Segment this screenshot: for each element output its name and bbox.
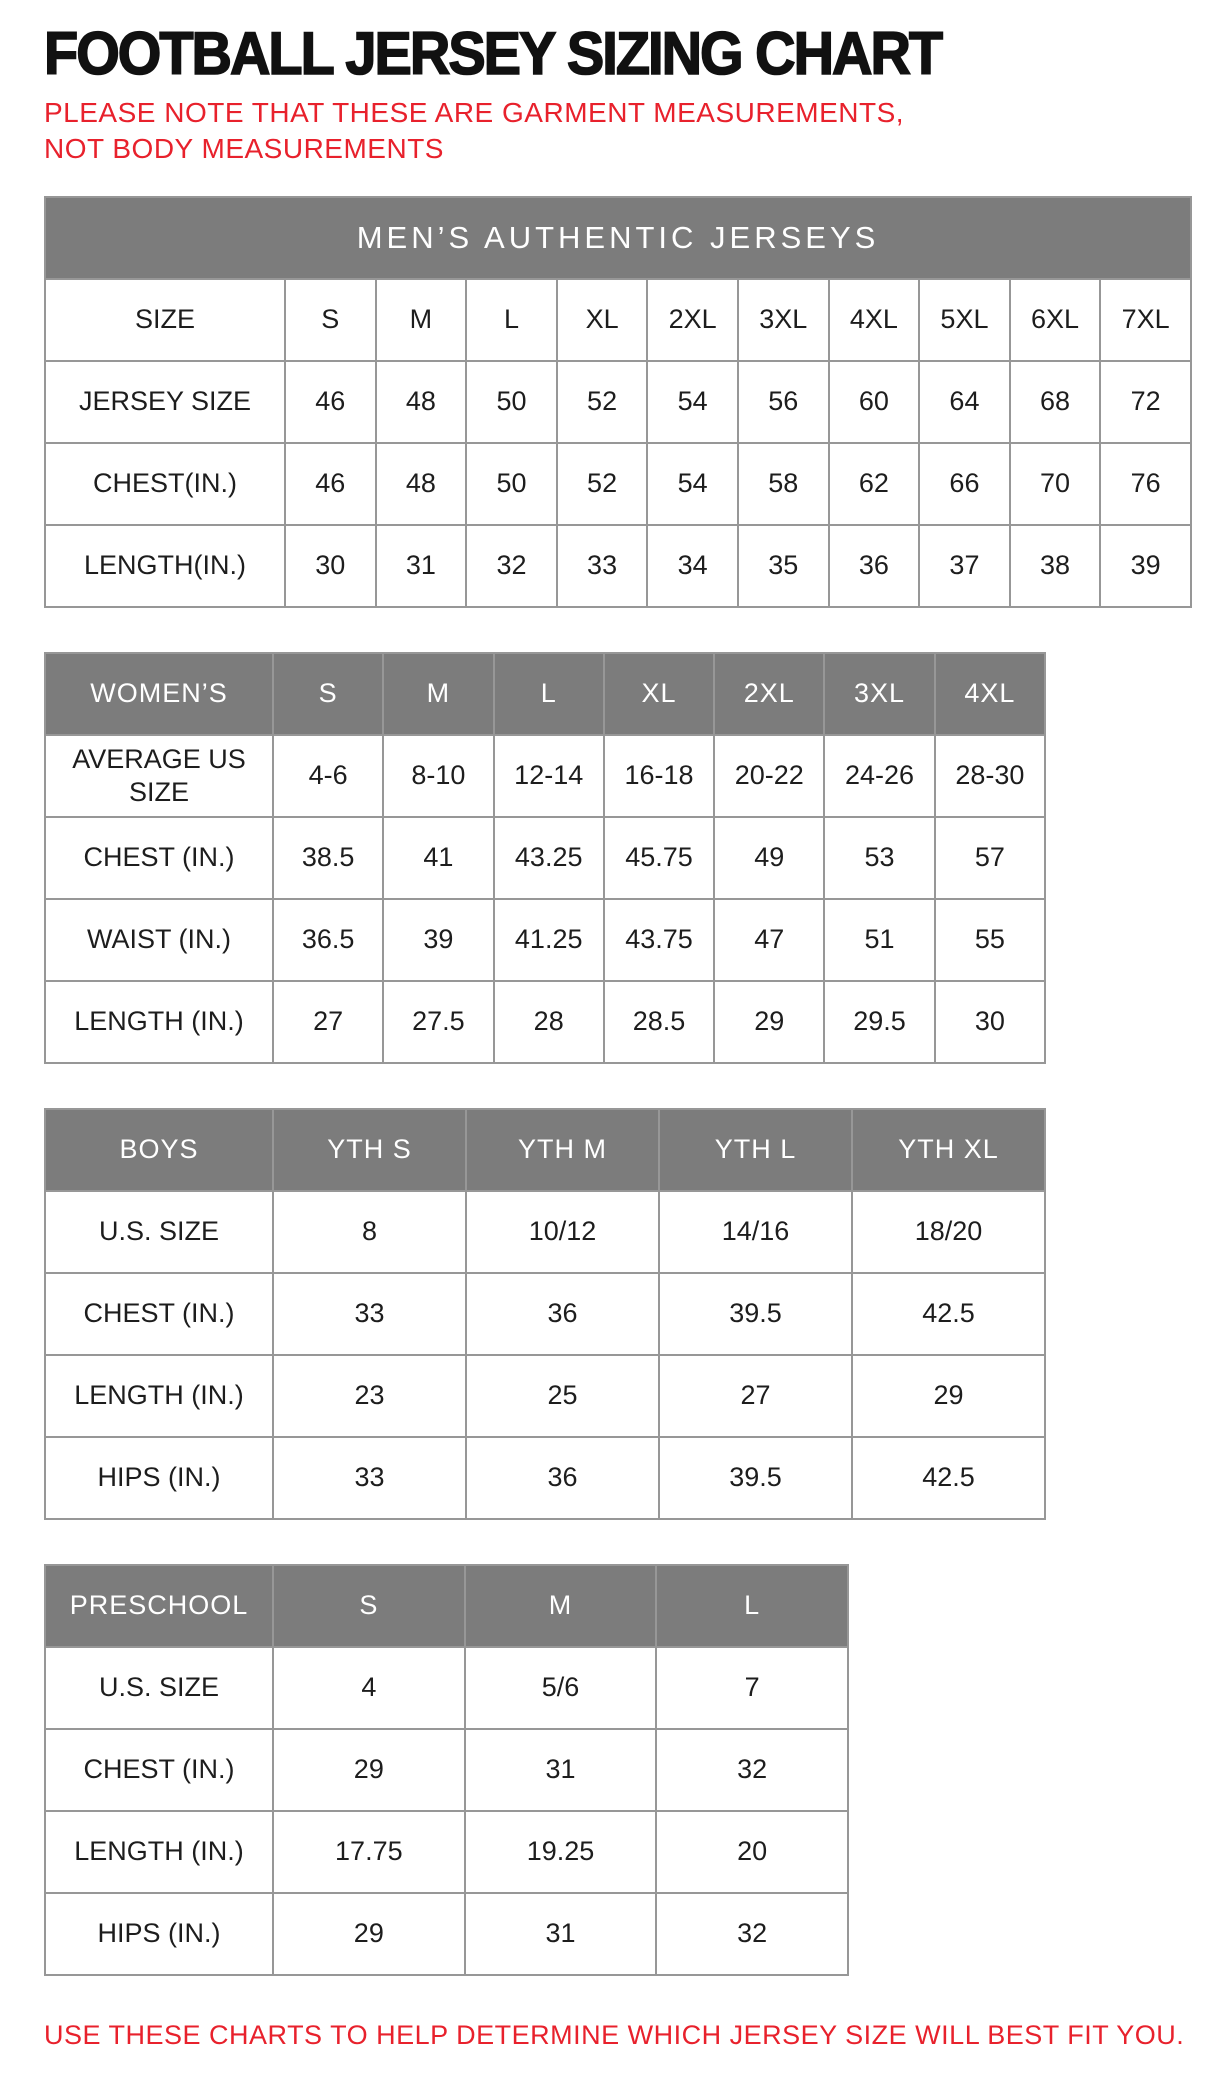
size-value: 20-22: [714, 735, 824, 817]
size-value: 36: [466, 1437, 659, 1519]
size-value: 62: [829, 443, 920, 525]
size-value: 39.5: [659, 1437, 852, 1519]
size-value: 4: [273, 1647, 465, 1729]
row-label: LENGTH(IN.): [45, 525, 285, 607]
row-label: U.S. SIZE: [45, 1647, 273, 1729]
size-value: 57: [935, 817, 1045, 899]
size-value: 39: [383, 899, 493, 981]
size-value: 5/6: [465, 1647, 657, 1729]
row-label: WAIST (IN.): [45, 899, 273, 981]
mens-authentic-jerseys-header-label: SIZE: [45, 279, 285, 361]
womens-header-row: [45, 653, 1045, 735]
size-value: 32: [656, 1893, 848, 1975]
size-value: 36.5: [273, 899, 383, 981]
size-value: 4-6: [273, 735, 383, 817]
size-value: 41: [383, 817, 493, 899]
size-value: 66: [919, 443, 1010, 525]
row-label: CHEST (IN.): [45, 1729, 273, 1811]
size-value: 39: [1100, 525, 1191, 607]
size-value: 70: [1010, 443, 1101, 525]
size-value: 47: [714, 899, 824, 981]
size-value: 42.5: [852, 1273, 1045, 1355]
mens-authentic-jerseys-banner: MEN’S AUTHENTIC JERSEYS: [45, 197, 1191, 279]
size-value: 17.75: [273, 1811, 465, 1893]
preschool-header-row: [45, 1565, 848, 1647]
mens-authentic-jerseys-size-column-header: L: [466, 279, 557, 361]
row-label: CHEST (IN.): [45, 1273, 273, 1355]
size-value: 45.75: [604, 817, 714, 899]
mens-authentic-jerseys-size-column-header: 5XL: [919, 279, 1010, 361]
size-value: 48: [376, 361, 467, 443]
size-value: 46: [285, 443, 376, 525]
table-row: [45, 443, 1191, 525]
size-value: 31: [376, 525, 467, 607]
womens-table: [44, 652, 1046, 1064]
table-row: [45, 1355, 1045, 1437]
boys-size-column-header: YTH M: [466, 1109, 659, 1191]
size-value: 32: [466, 525, 557, 607]
size-value: 33: [273, 1437, 466, 1519]
mens-authentic-jerseys-size-column-header: 6XL: [1010, 279, 1101, 361]
preschool-size-column-header: L: [656, 1565, 848, 1647]
size-value: 8-10: [383, 735, 493, 817]
size-value: 24-26: [824, 735, 934, 817]
table-row: [45, 899, 1045, 981]
womens-size-column-header: 4XL: [935, 653, 1045, 735]
mens-authentic-jerseys-size-column-header: M: [376, 279, 467, 361]
row-label: HIPS (IN.): [45, 1893, 273, 1975]
size-value: 43.75: [604, 899, 714, 981]
boys-header-label: BOYS: [45, 1109, 273, 1191]
womens-size-column-header: M: [383, 653, 493, 735]
size-value: 36: [466, 1273, 659, 1355]
row-label: AVERAGE US SIZE: [45, 735, 273, 817]
boys-table: [44, 1108, 1046, 1520]
size-value: 8: [273, 1191, 466, 1273]
row-label: U.S. SIZE: [45, 1191, 273, 1273]
row-label: CHEST(IN.): [45, 443, 285, 525]
size-value: 53: [824, 817, 934, 899]
size-value: 54: [647, 361, 738, 443]
table-row: [45, 1811, 848, 1893]
size-value: 38: [1010, 525, 1101, 607]
size-value: 23: [273, 1355, 466, 1437]
size-value: 58: [738, 443, 829, 525]
size-value: 51: [824, 899, 934, 981]
mens-authentic-jerseys-size-column-header: 2XL: [647, 279, 738, 361]
row-label: CHEST (IN.): [45, 817, 273, 899]
size-value: 41.25: [494, 899, 604, 981]
size-value: 28.5: [604, 981, 714, 1063]
size-value: 52: [557, 361, 648, 443]
table-row: [45, 1273, 1045, 1355]
size-value: 29.5: [824, 981, 934, 1063]
table-row: [45, 1729, 848, 1811]
size-value: 14/16: [659, 1191, 852, 1273]
preschool-table: [44, 1564, 849, 1976]
size-value: 49: [714, 817, 824, 899]
size-value: 56: [738, 361, 829, 443]
size-value: 76: [1100, 443, 1191, 525]
tables-container: [44, 196, 1194, 1976]
table-row: [45, 1893, 848, 1975]
mens-authentic-jerseys-size-column-header: 3XL: [738, 279, 829, 361]
boys-size-column-header: YTH S: [273, 1109, 466, 1191]
size-value: 50: [466, 361, 557, 443]
mens-authentic-jerseys-size-column-header: 4XL: [829, 279, 920, 361]
size-value: 29: [273, 1893, 465, 1975]
size-value: 27: [273, 981, 383, 1063]
size-value: 48: [376, 443, 467, 525]
size-value: 55: [935, 899, 1045, 981]
size-value: 39.5: [659, 1273, 852, 1355]
size-value: 18/20: [852, 1191, 1045, 1273]
garment-measurement-note: PLEASE NOTE THAT THESE ARE GARMENT MEASUREMENTS, NOT BODY MEASUREMENTS: [44, 96, 905, 165]
size-value: 19.25: [465, 1811, 657, 1893]
mens-authentic-jerseys-size-column-header: S: [285, 279, 376, 361]
size-value: 31: [465, 1729, 657, 1811]
size-value: 32: [656, 1729, 848, 1811]
size-value: 28-30: [935, 735, 1045, 817]
row-label: JERSEY SIZE: [45, 361, 285, 443]
mens-authentic-jerseys-banner-row: [45, 197, 1191, 279]
preschool-size-column-header: M: [465, 1565, 657, 1647]
table-row: [45, 361, 1191, 443]
mens-authentic-jerseys-header-row: [45, 279, 1191, 361]
size-value: 34: [647, 525, 738, 607]
womens-size-column-header: 3XL: [824, 653, 934, 735]
womens-size-column-header: 2XL: [714, 653, 824, 735]
row-label: LENGTH (IN.): [45, 981, 273, 1063]
size-value: 38.5: [273, 817, 383, 899]
size-value: 7: [656, 1647, 848, 1729]
preschool-size-column-header: S: [273, 1565, 465, 1647]
boys-size-column-header: YTH XL: [852, 1109, 1045, 1191]
womens-header-label: WOMEN’S: [45, 653, 273, 735]
mens-authentic-jerseys-table: [44, 196, 1192, 608]
row-label: LENGTH (IN.): [45, 1355, 273, 1437]
size-value: 29: [714, 981, 824, 1063]
womens-size-column-header: L: [494, 653, 604, 735]
table-row: [45, 735, 1045, 817]
size-value: 42.5: [852, 1437, 1045, 1519]
size-value: 27.5: [383, 981, 493, 1063]
table-row: [45, 1191, 1045, 1273]
size-value: 64: [919, 361, 1010, 443]
size-value: 30: [285, 525, 376, 607]
table-row: [45, 525, 1191, 607]
size-value: 33: [273, 1273, 466, 1355]
size-value: 29: [273, 1729, 465, 1811]
size-value: 33: [557, 525, 648, 607]
size-value: 12-14: [494, 735, 604, 817]
table-row: [45, 981, 1045, 1063]
size-value: 25: [466, 1355, 659, 1437]
size-value: 43.25: [494, 817, 604, 899]
size-value: 52: [557, 443, 648, 525]
size-value: 72: [1100, 361, 1191, 443]
preschool-header-label: PRESCHOOL: [45, 1565, 273, 1647]
size-value: 27: [659, 1355, 852, 1437]
womens-size-column-header: XL: [604, 653, 714, 735]
size-value: 50: [466, 443, 557, 525]
row-label: LENGTH (IN.): [45, 1811, 273, 1893]
size-value: 35: [738, 525, 829, 607]
mens-authentic-jerseys-size-column-header: XL: [557, 279, 648, 361]
row-label: HIPS (IN.): [45, 1437, 273, 1519]
size-value: 54: [647, 443, 738, 525]
mens-authentic-jerseys-size-column-header: 7XL: [1100, 279, 1191, 361]
size-value: 37: [919, 525, 1010, 607]
boys-size-column-header: YTH L: [659, 1109, 852, 1191]
boys-header-row: [45, 1109, 1045, 1191]
womens-size-column-header: S: [273, 653, 383, 735]
table-row: [45, 817, 1045, 899]
table-row: [45, 1437, 1045, 1519]
size-value: 31: [465, 1893, 657, 1975]
size-value: 46: [285, 361, 376, 443]
size-value: 29: [852, 1355, 1045, 1437]
size-value: 68: [1010, 361, 1101, 443]
table-row: [45, 1647, 848, 1729]
footer-note: USE THESE CHARTS TO HELP DETERMINE WHICH JERSEY SIZE WILL BEST FIT YOU.: [44, 2019, 1185, 2050]
size-value: 36: [829, 525, 920, 607]
page-title: FOOTBALL JERSEY SIZING CHART: [44, 18, 942, 87]
size-value: 20: [656, 1811, 848, 1893]
size-value: 10/12: [466, 1191, 659, 1273]
size-value: 16-18: [604, 735, 714, 817]
size-value: 30: [935, 981, 1045, 1063]
size-value: 28: [494, 981, 604, 1063]
size-value: 60: [829, 361, 920, 443]
